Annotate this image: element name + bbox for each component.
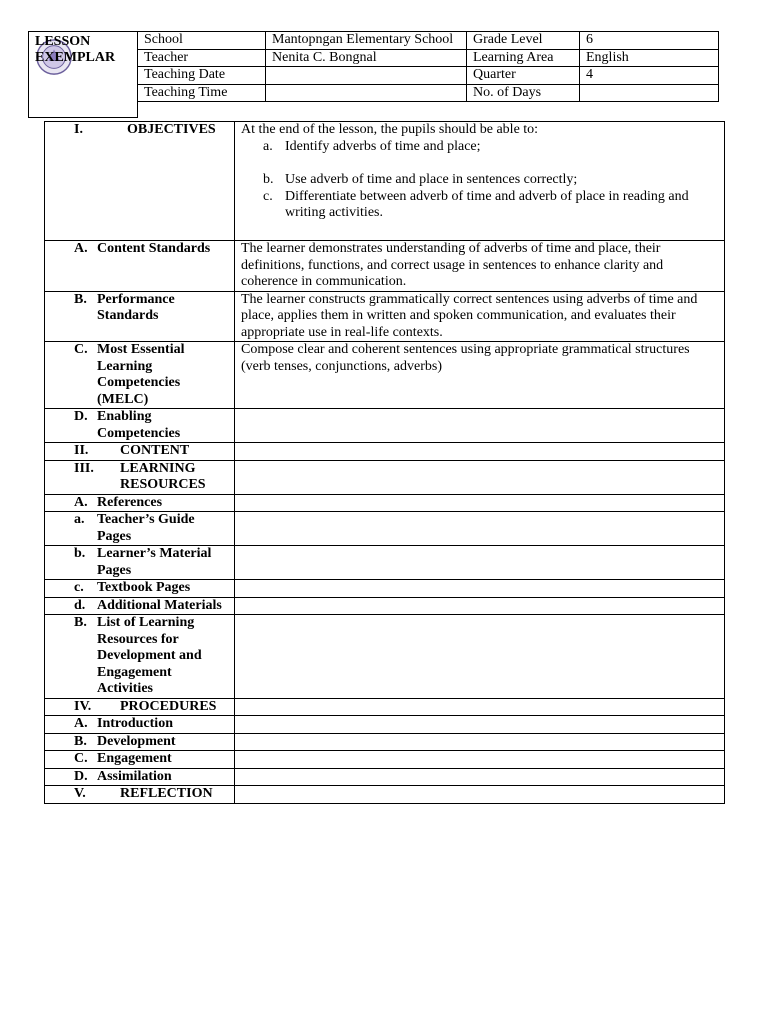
row-number: A.: [74, 241, 88, 256]
row-label-cell: [45, 615, 235, 699]
row-number: a.: [74, 512, 85, 527]
row-number: D.: [74, 768, 88, 784]
objective-item: [241, 172, 718, 189]
row-number: c.: [74, 580, 84, 595]
exemplar-title-cell: [29, 32, 138, 118]
row-label-cell: [45, 342, 235, 409]
exemplar-title: [35, 32, 131, 66]
header-value: 4: [580, 67, 719, 85]
row-label: REFLECTION: [120, 786, 213, 801]
row-label: Assimilation: [97, 768, 172, 784]
title-line-1: LESSON: [35, 34, 91, 49]
row-content-cell: [235, 494, 725, 512]
row-number: IV.: [74, 698, 92, 714]
row-content-cell: [235, 460, 725, 494]
lesson-row: [45, 443, 725, 461]
header-row: [29, 32, 719, 50]
row-content-cell: [235, 751, 725, 769]
row-content-cell: [235, 443, 725, 461]
lesson-row: [45, 494, 725, 512]
row-label-cell: [45, 409, 235, 443]
row-label: Engagement: [97, 751, 172, 766]
lesson-row: [45, 751, 725, 769]
objective-letter: a.: [263, 138, 273, 154]
row-content-cell: The learner constructs grammatically correct sentences using adverbs of time and place, applies them in written and spoken communication, and evaluates their appropriate use in real-life contexts.: [235, 291, 725, 342]
objective-spacer: [241, 155, 718, 172]
row-label: Additional Materials: [97, 597, 222, 613]
row-content-cell: [235, 698, 725, 716]
row-number: C.: [74, 751, 88, 766]
row-label: List of Learning Resources for Development and Engagement Activities: [97, 615, 202, 696]
lesson-row: [45, 342, 725, 409]
row-label: Learner’s Material Pages: [97, 546, 212, 578]
row-label-cell: [45, 580, 235, 598]
lesson-row: [45, 768, 725, 786]
objectives-content-cell: [235, 122, 725, 241]
row-label: PROCEDURES: [120, 698, 217, 714]
row-label: Most Essential Learning Competencies (MELC): [97, 342, 185, 407]
row-content-cell: [235, 597, 725, 615]
objective-text: Identify adverbs of time and place;: [285, 138, 481, 154]
row-label-cell: [45, 751, 235, 769]
row-content-cell: The learner demonstrates understanding of adverbs of time and place, their definitions, functions, and correct usage in sentences to enhance clarity and coherence in communication.: [235, 241, 725, 292]
row-content-cell: [235, 768, 725, 786]
row-content-cell: [235, 409, 725, 443]
lesson-row: [45, 512, 725, 546]
objectives-label-cell: [45, 122, 235, 241]
row-label: References: [97, 494, 163, 510]
header-value: Nenita C. Bongnal: [266, 49, 467, 67]
row-label-cell: [45, 698, 235, 716]
header-label: Teaching Date: [138, 67, 266, 85]
row-number: B.: [74, 291, 87, 307]
row-content-cell: Compose clear and coherent sentences using appropriate grammatical structures (verb tenses, conjunctions, adverbs): [235, 342, 725, 409]
lesson-row: [45, 733, 725, 751]
row-label: LEARNING RESOURCES: [120, 460, 206, 492]
row-content-cell: [235, 786, 725, 804]
row-label: Introduction: [97, 716, 173, 731]
row-number: A.: [74, 716, 88, 731]
lesson-row: [45, 241, 725, 292]
row-label-cell: [45, 494, 235, 512]
objective-text: Use adverb of time and place in sentences correctly;: [285, 172, 578, 187]
row-label-cell: [45, 768, 235, 786]
header-value: [266, 84, 467, 102]
objectives-label: OBJECTIVES: [127, 122, 216, 137]
objective-letter: c.: [263, 188, 273, 204]
row-label-cell: [45, 241, 235, 292]
row-label: Performance Standards: [97, 291, 175, 323]
row-label: Content Standards: [97, 241, 211, 256]
header-value: [266, 67, 467, 85]
lesson-row: [45, 698, 725, 716]
header-label: Teacher: [138, 49, 266, 67]
header-label: Quarter: [467, 67, 580, 85]
row-content-cell: [235, 580, 725, 598]
lesson-row: [45, 786, 725, 804]
row-number: II.: [74, 443, 89, 458]
objectives-list: [241, 139, 718, 222]
lesson-row: [45, 546, 725, 580]
lesson-row: [45, 716, 725, 734]
row-label-cell: [45, 597, 235, 615]
row-number: III.: [74, 460, 94, 476]
objectives-row: [45, 122, 725, 241]
row-label: Textbook Pages: [97, 580, 191, 595]
row-content-cell: [235, 733, 725, 751]
header-label: School: [138, 32, 266, 50]
lesson-row: [45, 291, 725, 342]
row-number: B.: [74, 733, 87, 749]
objectives-intro: At the end of the lesson, the pupils should be able to:: [241, 122, 539, 137]
row-label: Enabling Competencies: [97, 409, 181, 441]
header-label: No. of Days: [467, 84, 580, 102]
row-label: CONTENT: [120, 443, 190, 458]
row-label-cell: [45, 546, 235, 580]
row-label-cell: [45, 716, 235, 734]
lesson-row: [45, 597, 725, 615]
row-label: Development: [97, 733, 176, 749]
objective-item: [241, 139, 718, 156]
row-number: D.: [74, 409, 88, 424]
row-number: V.: [74, 786, 86, 801]
header-value: 6: [580, 32, 719, 50]
row-content-cell: [235, 512, 725, 546]
title-line-2: EXEMPLAR: [35, 50, 116, 65]
row-label-cell: [45, 733, 235, 751]
row-label-cell: [45, 512, 235, 546]
row-content-cell: [235, 615, 725, 699]
objective-item: [241, 189, 718, 222]
header-table: [28, 31, 719, 118]
row-number: C.: [74, 342, 88, 357]
row-label-cell: [45, 460, 235, 494]
row-label-cell: [45, 786, 235, 804]
header-value: Mantopngan Elementary School: [266, 32, 467, 50]
row-number: A.: [74, 494, 88, 510]
lesson-row: [45, 580, 725, 598]
header-label: Grade Level: [467, 32, 580, 50]
row-label: Teacher’s Guide Pages: [97, 512, 195, 544]
row-label-cell: [45, 291, 235, 342]
lesson-row: [45, 460, 725, 494]
header-label: Teaching Time: [138, 84, 266, 102]
row-number: B.: [74, 615, 87, 630]
row-label-cell: [45, 443, 235, 461]
objectives-number: I.: [74, 122, 83, 137]
row-content-cell: [235, 546, 725, 580]
lesson-row: [45, 409, 725, 443]
lesson-table: [44, 121, 725, 804]
row-content-cell: [235, 716, 725, 734]
header-value: [580, 84, 719, 102]
header-label: Learning Area: [467, 49, 580, 67]
objective-letter: b.: [263, 172, 274, 187]
row-number: b.: [74, 546, 86, 561]
objective-text: Differentiate between adverb of time and adverb of place in reading and writing activities.: [285, 188, 689, 220]
row-number: d.: [74, 597, 86, 613]
lesson-row: [45, 615, 725, 699]
header-value: English: [580, 49, 719, 67]
